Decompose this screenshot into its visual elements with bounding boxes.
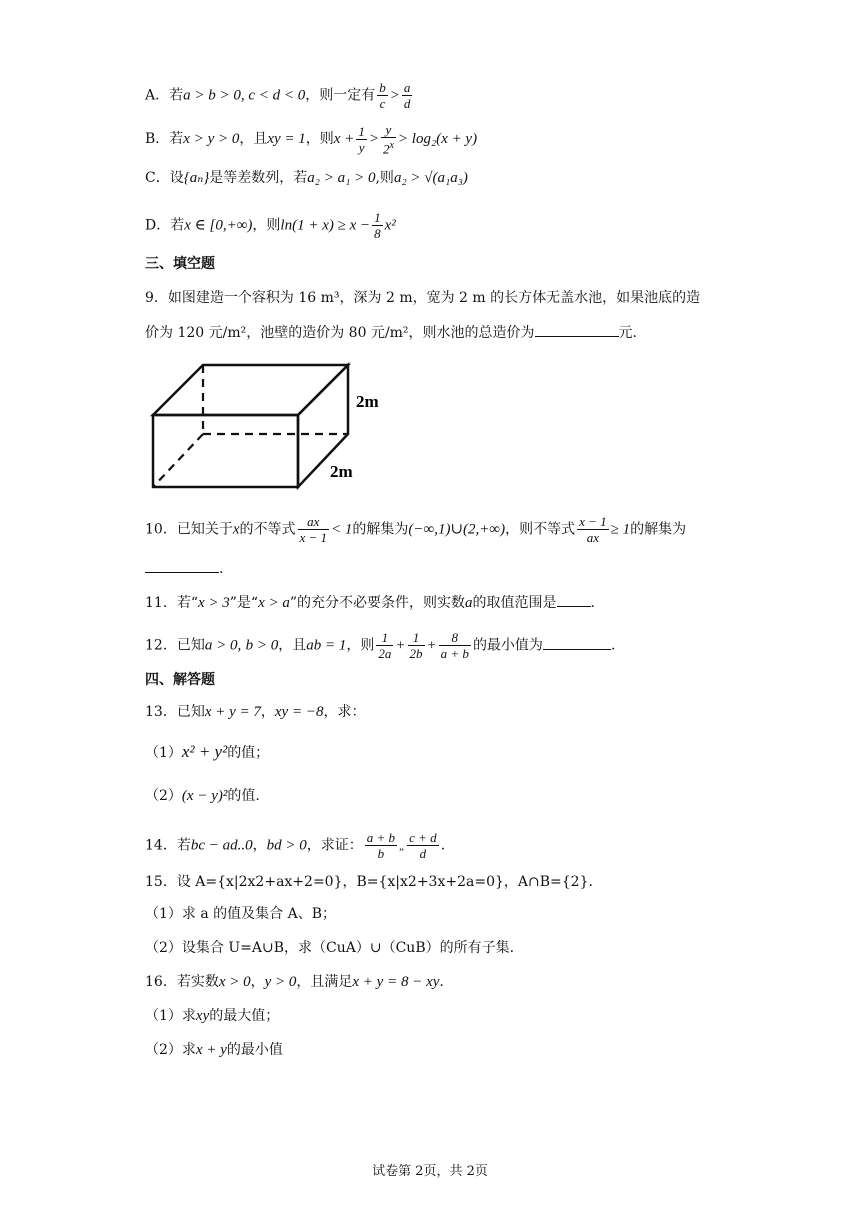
q12: 12．已知a > 0, b > 0，且ab = 1，则 $\frac{1}{2a}$ + $\frac{1}{2b}$ + $\frac{8}{a + b}$ 的最小值为 .	[145, 630, 616, 661]
q12-text-3: ，则	[346, 637, 375, 654]
q13-part-1-text: 的值；	[227, 745, 270, 761]
q12-cond-1: a > 0,	[204, 637, 242, 654]
fraction-b-over-c: $\frac{b}{c}$	[379, 80, 386, 111]
q14: 14．若bc − ad..0，bd > 0，求证： $\frac{a + b}{b}$ „ $\frac{c + d}{d}$ .	[145, 830, 446, 861]
q16-part-2-text: 的最小值	[226, 1042, 283, 1058]
q10-text-2: 的不等式	[239, 521, 296, 538]
page-footer: 试卷第 2页，共 2页	[372, 1164, 488, 1179]
q13-part-1-label: （1）	[145, 745, 182, 761]
q11-text-3: ”的充分不必要条件，则实数	[289, 595, 466, 611]
front-face	[153, 415, 298, 487]
q14-text-1: 14．若	[145, 837, 191, 854]
q10-period: .	[219, 561, 224, 577]
q16-text-1: 16．若实数	[145, 974, 219, 990]
q10-answer-blank	[145, 558, 219, 573]
q16-text-2: ，且满足	[296, 974, 353, 990]
q14-text-2: ，求证：	[306, 837, 363, 854]
q10-text-1: 10．已知关于	[145, 521, 233, 538]
q9-line-1: 9．如图建造一个容积为 16 m³，深为 2 m，宽为 2 m 的长方体无盖水池，如果池底的造	[145, 290, 701, 306]
q9-answer-blank	[535, 322, 619, 337]
fraction-y-over-2x: $\frac{y}{2^x}$	[382, 122, 394, 157]
option-a-label: A．若	[145, 87, 184, 104]
height-label: 2m	[356, 392, 379, 411]
q12-text-4: 的最小值为	[472, 637, 543, 654]
q16-period: .	[439, 974, 444, 990]
option-b-text-2: ，则	[305, 131, 334, 148]
hidden-edge-diagonal	[153, 434, 203, 487]
option-a-text: ，则一定有	[305, 87, 376, 104]
q10-text-3: 的解集为	[352, 521, 409, 538]
fraction-c-plus-d-over-d: $\frac{c + d}{d}$	[409, 830, 437, 861]
q16-part-2-expr: x + y	[195, 1042, 227, 1058]
option-b-condition: x > y > 0	[183, 131, 240, 148]
option-d	[145, 210, 396, 241]
fraction-1-over-y: $\frac{1}{y}$	[358, 123, 365, 155]
option-b-text-1: ，且	[239, 131, 268, 148]
fraction-a-over-d: $\frac{a}{d}$	[403, 80, 411, 111]
option-d-label: D．若	[145, 217, 185, 234]
q13-cond-2: xy = −8	[274, 704, 324, 720]
section-4-heading: 四、解答题	[145, 672, 215, 688]
q13-part-2-label: （2）	[145, 788, 182, 804]
fraction-1-over-2b: $\frac{1}{2b}$	[409, 630, 423, 661]
q10-text-5: 的解集为	[630, 521, 687, 538]
q14-cond-1: bc − ad..0	[190, 837, 253, 854]
fraction-x-minus-1-over-ax: $\frac{x - 1}{ax}$	[579, 514, 607, 545]
q10-line-1: 10．已知关于x的不等式 $\frac{ax}{x - 1}$ < 1的解集为(−∞,1)∪(2,+∞)，则不等式 $\frac{x - 1}{ax}$ ≥ 1的解集为	[145, 514, 687, 545]
q12-text-2: ，且	[278, 637, 307, 654]
option-a-condition: a > b > 0, c < d < 0	[183, 87, 306, 104]
q13-part-1	[145, 742, 269, 763]
option-c-tail: a₂ > √(a₁a₃)	[393, 170, 468, 186]
option-d-text: ，则	[252, 217, 281, 234]
option-d-condition: x ∈ [0,+∞)	[184, 217, 253, 234]
section-3-heading: 三、填空题	[145, 256, 215, 272]
q13-text-2: ，求：	[323, 704, 366, 720]
q10-text-4: ，则不等式	[505, 521, 576, 538]
q16-part-1-text: 的最大值；	[209, 1008, 280, 1024]
q11-text-1: 11．若“	[145, 595, 198, 611]
q13-stem: 13．已知x + y = 7，xy = −8，求：	[145, 704, 366, 720]
pool-figure	[148, 360, 398, 494]
option-c	[145, 168, 468, 188]
option-d-tail: ln(1 + x) ≥ x −	[280, 217, 371, 234]
q11: 11．若“x > 3”是“x > a”的充分不必要条件，则实数a的取值范围是 .	[145, 592, 595, 613]
width-label: 2m	[330, 462, 353, 481]
q11-period: .	[590, 595, 595, 611]
q13-text-1: 13．已知	[145, 704, 205, 720]
q13-part-2-text: 的值.	[227, 788, 260, 804]
fraction-1-over-2a: $\frac{1}{2a}$	[378, 630, 392, 661]
q11-cond-1: x > 3	[197, 595, 230, 611]
q14-period: .	[440, 837, 446, 854]
q13-part-1-expr: x² + y²	[181, 742, 228, 761]
q11-cond-2: x > a	[258, 595, 290, 611]
option-c-sequence: {aₙ}	[183, 170, 210, 186]
q16-cond-1: x > 0	[218, 974, 251, 990]
option-a: A．若a > b > 0, c < d < 0，则一定有 $\frac{b}{c}$ > $\frac{a}{d}$	[145, 80, 411, 111]
option-c-label: C．设	[145, 170, 184, 186]
q12-cond-2: b > 0	[245, 637, 279, 654]
q9-line-2	[145, 322, 637, 343]
fraction-a-plus-b-over-b: $\frac{a + b}{b}$	[366, 830, 396, 861]
q13-part-2	[145, 786, 260, 806]
q10-solution-set: (−∞,1)∪(2,+∞)	[408, 521, 506, 538]
option-b-condition-2: xy = 1	[267, 131, 306, 148]
q14-cond-2: bd > 0	[266, 837, 307, 854]
q11-answer-blank	[557, 592, 591, 607]
q16-stem: 16．若实数x > 0，y > 0，且满足x + y = 8 − xy.	[145, 974, 444, 990]
q15-part-2: （2）设集合 U=A∪B，求（CuA）∪（CuB）的所有子集.	[145, 940, 515, 956]
q12-answer-blank	[543, 635, 611, 650]
q12-period: .	[610, 637, 616, 654]
fraction-1-over-8: $\frac{1}{8}$	[374, 210, 381, 241]
q11-text-4: 的取值范围是	[472, 595, 557, 611]
option-c-condition: a₂ > a₁ > 0	[307, 170, 376, 186]
option-b: B．若x > y > 0，且xy = 1，则x + $\frac{1}{y}$ > $\frac{y}{2^x}$ > log₂(x + y)	[145, 122, 478, 157]
q16-part-1-expr: xy	[195, 1008, 210, 1024]
option-c-text-1: 是等差数列，若	[209, 170, 308, 186]
option-c-text-2: ,则	[375, 170, 394, 186]
q9-line-2-text: 价为 120 元/m²，池壁的造价为 80 元/m²，则水池的总造价为	[145, 325, 535, 341]
fraction-ax-over-x-minus-1: $\frac{ax}{x - 1}$	[299, 514, 328, 545]
q11-text-2: ”是“	[229, 595, 259, 611]
q9-unit: 元.	[618, 325, 637, 341]
q16-cond-3: x + y = 8 − xy	[352, 974, 440, 990]
q12-text-1: 12．已知	[145, 637, 205, 654]
fraction-8-over-a-plus-b: $\frac{8}{a + b}$	[440, 630, 469, 661]
option-b-tail: > log₂(x + y)	[397, 131, 478, 148]
q16-part-1-label: （1）求	[145, 1008, 196, 1024]
top-face	[153, 365, 348, 415]
q13-cond-1: x + y = 7	[204, 704, 261, 720]
q15-stem: 15．设 A={x|2x2+ax+2=0}，B={x|x2+3x+2a=0}，A∩B={2}.	[145, 874, 593, 890]
q16-part-2-label: （2）求	[145, 1042, 196, 1058]
q16-part-2	[145, 1040, 283, 1060]
q16-part-1	[145, 1006, 279, 1026]
q15-part-1: （1）求 a 的值及集合 A、B；	[145, 906, 337, 922]
q10-line-2	[145, 558, 223, 579]
q13-part-2-expr: (x − y)²	[181, 788, 228, 804]
q16-cond-2: y > 0	[264, 974, 297, 990]
option-d-end: x²	[384, 217, 396, 234]
q12-cond-3: ab = 1	[306, 637, 347, 654]
option-b-label: B．若	[145, 131, 184, 148]
